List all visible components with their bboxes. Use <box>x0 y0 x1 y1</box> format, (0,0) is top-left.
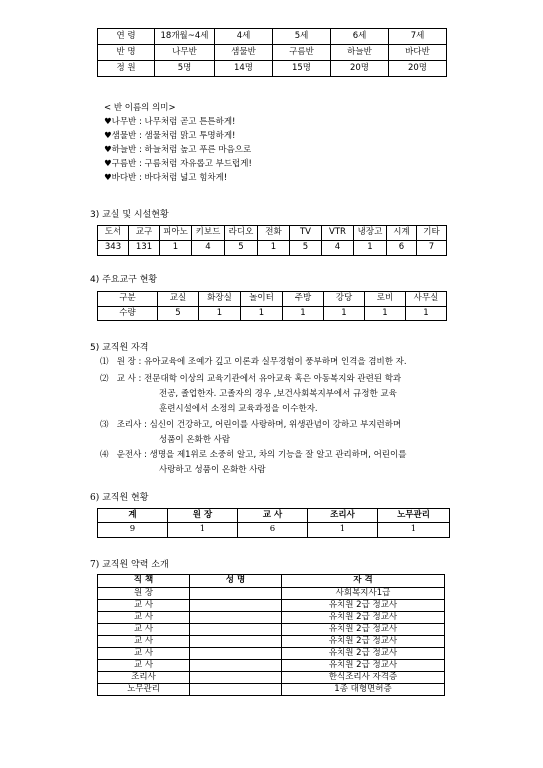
table-cell <box>190 636 282 648</box>
table-cell: 343 <box>98 241 129 256</box>
class-table <box>97 28 447 77</box>
class-name-meaning <box>104 101 252 185</box>
table-cell: 1 <box>258 241 290 256</box>
list-item: ♥구름반 : 구름처럼 자유롭고 부드럽게! <box>104 159 252 169</box>
table-header: 로비 <box>365 292 406 307</box>
table-cell: 정 원 <box>98 61 155 77</box>
table-cell <box>190 660 282 672</box>
table-cell: 1 <box>168 523 238 538</box>
table-header: 구분 <box>98 292 158 307</box>
table-cell: 반 명 <box>98 45 155 61</box>
table-cell: 유치원 2급 정교사 <box>282 624 445 636</box>
table-cell: 1 <box>365 307 406 321</box>
table-cell: 1종 대형면허증 <box>282 684 445 696</box>
table-cell: 5 <box>158 307 199 321</box>
table-cell: 나무반 <box>155 45 215 61</box>
section-title: 7) 교직원 약력 소개 <box>90 560 169 570</box>
list-item: ♥하늘반 : 하늘처럼 높고 푸른 마음으로 <box>104 145 252 155</box>
table-cell: 조리사 <box>98 672 190 684</box>
table-cell <box>190 612 282 624</box>
table-cell: 샘물반 <box>215 45 273 61</box>
qualification-item <box>100 372 401 386</box>
section-title: 4) 주요교구 현황 <box>90 275 158 285</box>
table-cell: 교 사 <box>98 624 190 636</box>
table-header: 라디오 <box>225 226 258 241</box>
qualification-item <box>100 418 401 432</box>
table-cell: 교 사 <box>98 636 190 648</box>
staff-count-table <box>97 508 450 538</box>
section-title: 6) 교직원 현황 <box>90 493 149 503</box>
table-cell: 20명 <box>331 61 389 77</box>
table-row <box>98 588 445 600</box>
table-cell: 유치원 2급 정교사 <box>282 648 445 660</box>
section-title: 5) 교직원 자격 <box>90 343 149 353</box>
item-text-continued: 훈련시설에서 소정의 교육과정을 이수한자. <box>159 404 318 414</box>
table-cell: 연 령 <box>98 29 155 45</box>
table-row <box>98 600 445 612</box>
table-cell: 9 <box>98 523 168 538</box>
table-header: 교구 <box>129 226 160 241</box>
table-header: 피아노 <box>160 226 192 241</box>
table-cell: 유치원 2급 정교사 <box>282 636 445 648</box>
table-cell: 14명 <box>215 61 273 77</box>
table-cell: 유치원 2급 정교사 <box>282 612 445 624</box>
table-cell: 교 사 <box>98 600 190 612</box>
item-number: ⑶ <box>100 420 109 430</box>
table-row <box>98 636 445 648</box>
table-cell: 수량 <box>98 307 158 321</box>
table-row <box>98 45 447 61</box>
table-cell <box>190 624 282 636</box>
table-row <box>98 575 445 588</box>
table-row <box>98 307 447 321</box>
equipment-table <box>97 291 447 321</box>
table-header: 직 책 <box>98 575 190 588</box>
table-cell: 6 <box>387 241 417 256</box>
table-cell: 15명 <box>273 61 331 77</box>
table-header: 화장실 <box>199 292 241 307</box>
item-text: 교 사 : 전문대학 이상의 교육기관에서 유아교육 혹은 아동복지와 관련된 학과 <box>116 374 402 384</box>
table-header: 자 격 <box>282 575 445 588</box>
table-cell: 한식조리사 자격증 <box>282 672 445 684</box>
item-number: ⑵ <box>100 374 109 384</box>
table-cell: 교 사 <box>98 660 190 672</box>
table-cell: 1 <box>199 307 241 321</box>
item-number: ⑴ <box>100 357 109 367</box>
table-row <box>98 624 445 636</box>
table-cell: 구름반 <box>273 45 331 61</box>
table-cell: 4 <box>192 241 225 256</box>
table-cell: 4 <box>322 241 354 256</box>
table-cell: 1 <box>241 307 283 321</box>
table-header: 놀이터 <box>241 292 283 307</box>
table-header: 성 명 <box>190 575 282 588</box>
table-cell: 6 <box>238 523 308 538</box>
facility-table <box>97 225 447 256</box>
table-row <box>98 509 450 523</box>
list-item: ♥나무반 : 나무처럼 곧고 튼튼하게! <box>104 117 236 127</box>
table-cell: 1 <box>160 241 192 256</box>
qualification-item <box>100 355 407 369</box>
list-item: ♥샘물반 : 샘물처럼 맑고 투명하게! <box>104 131 236 141</box>
table-cell <box>190 648 282 660</box>
table-cell <box>190 672 282 684</box>
table-row <box>98 648 445 660</box>
table-header: 도서 <box>98 226 129 241</box>
table-header: 교실 <box>158 292 199 307</box>
table-header: 사무실 <box>406 292 447 307</box>
table-cell: 1 <box>406 307 447 321</box>
table-cell: 노무관리 <box>98 684 190 696</box>
table-cell: 1 <box>283 307 324 321</box>
table-cell: 5 <box>290 241 322 256</box>
table-header: 전화 <box>258 226 290 241</box>
table-cell: 바다반 <box>389 45 447 61</box>
table-row <box>98 292 447 307</box>
table-cell: 1 <box>324 307 365 321</box>
table-header: 냉장고 <box>354 226 387 241</box>
table-header: TV <box>290 226 322 241</box>
item-text-continued: 성품이 온화한 사람 <box>159 435 231 445</box>
table-row <box>98 241 447 256</box>
table-header: 강당 <box>324 292 365 307</box>
table-cell: 6세 <box>331 29 389 45</box>
table-header: 키보드 <box>192 226 225 241</box>
table-row <box>98 612 445 624</box>
table-cell: 7세 <box>389 29 447 45</box>
table-cell <box>190 588 282 600</box>
table-cell: 원 장 <box>98 588 190 600</box>
table-cell: 교 사 <box>98 648 190 660</box>
table-header: 원 장 <box>168 509 238 523</box>
table-cell: 5세 <box>273 29 331 45</box>
table-cell: 1 <box>378 523 450 538</box>
item-number: ⑷ <box>100 450 109 460</box>
table-cell: 1 <box>308 523 378 538</box>
table-header: 시계 <box>387 226 417 241</box>
section-title: 3) 교실 및 시설현황 <box>90 210 169 220</box>
meaning-title: < 반 이름의 의미> <box>104 103 176 113</box>
item-text: 원 장 : 유아교육에 조예가 깊고 이론과 실무경험이 풍부하며 인격을 겸비한 자. <box>116 357 407 367</box>
qualification-item <box>100 448 406 462</box>
table-cell: 사회복지사1급 <box>282 588 445 600</box>
table-row <box>98 29 447 45</box>
table-row <box>98 660 445 672</box>
table-cell: 5 <box>225 241 258 256</box>
table-header: 계 <box>98 509 168 523</box>
table-row <box>98 523 450 538</box>
item-text-continued: 사랑하고 성품이 온화한 사람 <box>159 465 266 475</box>
staff-profile-table <box>97 574 445 696</box>
table-header: VTR <box>322 226 354 241</box>
table-cell: 20명 <box>389 61 447 77</box>
table-cell <box>190 684 282 696</box>
table-cell: 유치원 2급 정교사 <box>282 600 445 612</box>
list-item: ♥바다반 : 바다처럼 넓고 힘차게! <box>104 173 228 183</box>
table-cell: 하늘반 <box>331 45 389 61</box>
table-cell: 18개월~4세 <box>155 29 215 45</box>
table-header: 조리사 <box>308 509 378 523</box>
table-header: 주방 <box>283 292 324 307</box>
table-cell: 7 <box>417 241 447 256</box>
table-row <box>98 684 445 696</box>
table-row <box>98 61 447 77</box>
table-cell: 5명 <box>155 61 215 77</box>
item-text: 조리사 : 심신이 건강하고, 어린이를 사랑하며, 위생관념이 강하고 부지런하며 <box>116 420 402 430</box>
table-row <box>98 672 445 684</box>
item-text: 운전사 : 생명을 제1위로 소중히 알고, 차의 기능을 잘 알고 관리하며, 어린이를 <box>116 450 407 460</box>
table-row <box>98 226 447 241</box>
table-header: 노무관리 <box>378 509 450 523</box>
table-header: 기타 <box>417 226 447 241</box>
table-cell: 4세 <box>215 29 273 45</box>
table-cell: 교 사 <box>98 612 190 624</box>
table-cell <box>190 600 282 612</box>
table-header: 교 사 <box>238 509 308 523</box>
table-cell: 유치원 2급 정교사 <box>282 660 445 672</box>
table-cell: 131 <box>129 241 160 256</box>
table-cell: 1 <box>354 241 387 256</box>
item-text-continued: 전공, 졸업한자. 고졸자의 경우 ,보건사회복지부에서 규정한 교육 <box>159 389 397 399</box>
